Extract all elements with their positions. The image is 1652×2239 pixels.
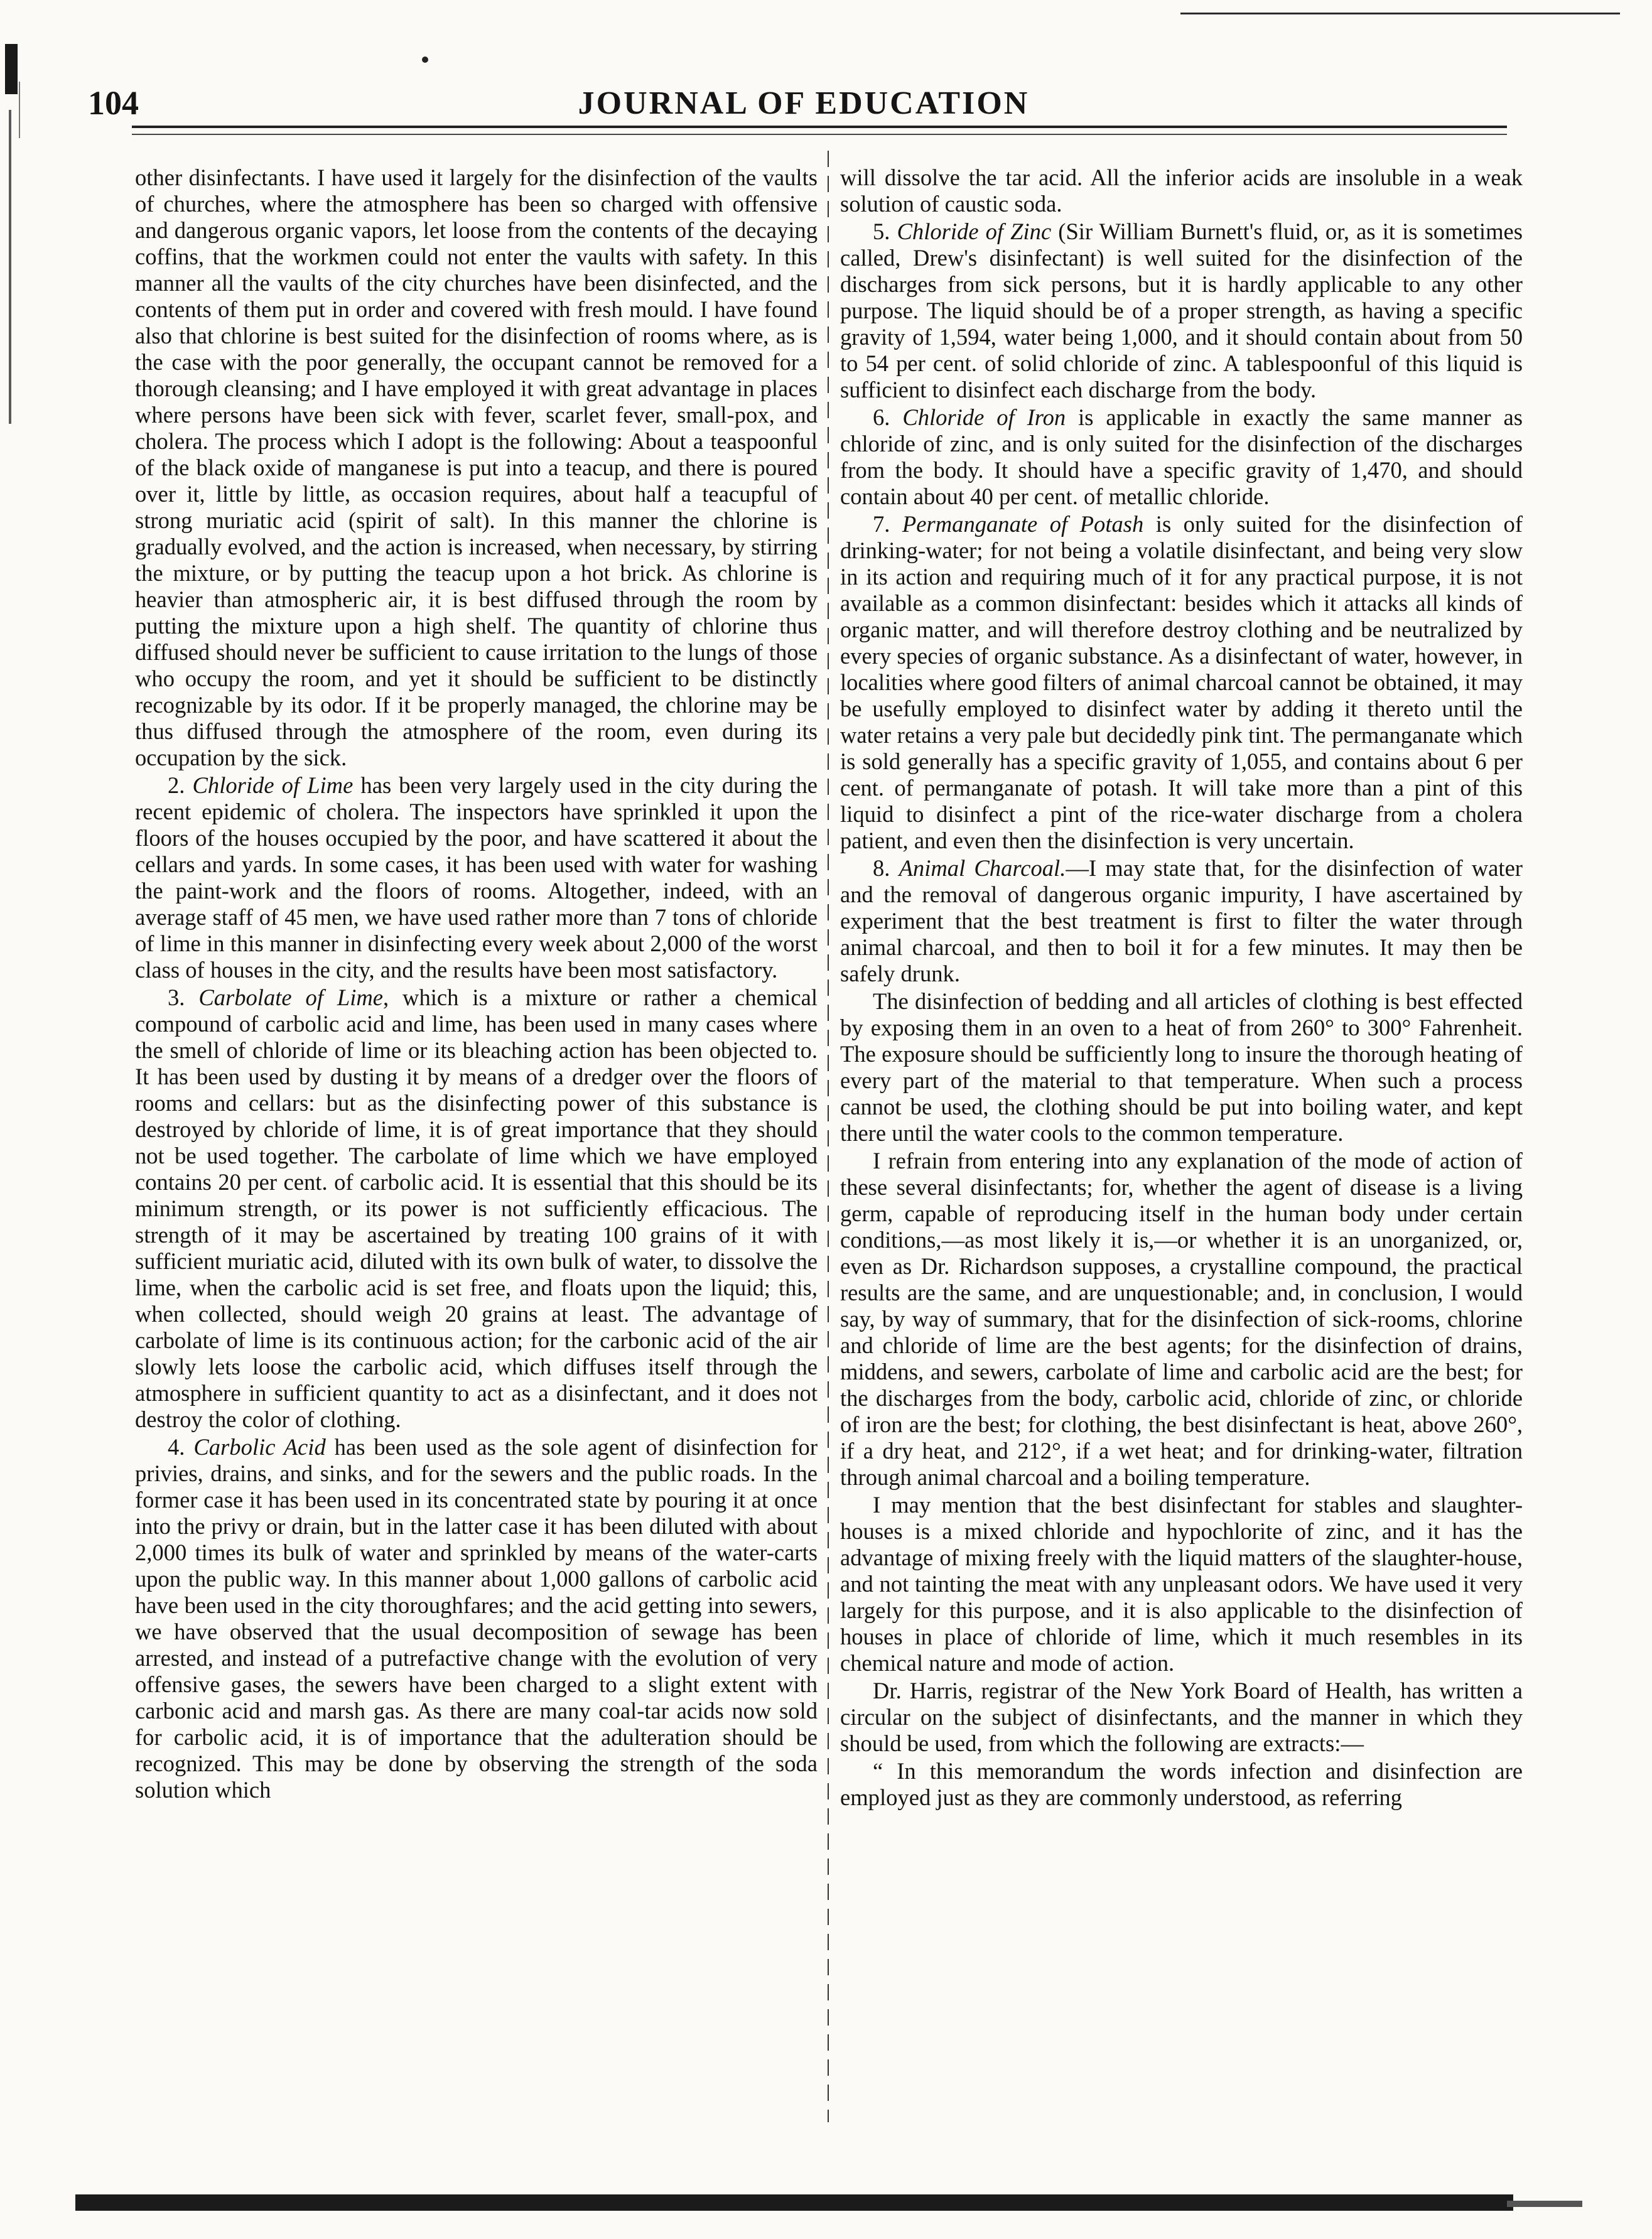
paragraph: other disinfectants. I have used it largely for the disinfection of the vaults of churches, where the atmosphere has been so charged with offensive and dangerous organic vapors, let loose from the contents of the decaying coffins, that the workmen could not enter the vaults with safety. In this manner all the vaults of the city churches have been disinfected, and the contents of them put in order and covered with fresh mould. I have found also that chlorine is best suited for the disinfection of rooms where, as is the case with the poor generally, the occupant cannot be removed for a thorough cleansing; and I have employed it with great advantage in places where persons have been sick with fever, scarlet fever, small-pox, and cholera. The process which I adopt is the following: About a teaspoonful of the black oxide of manganese is put into a teacup, and there is poured over it, little by little, as occasion requires, about half a teacupful of strong muriatic acid (spirit of salt). In this manner the chlorine is gradually evolved, and the action is increased, when necessary, by stirring the mixture, or by putting the teacup upon a hot brick. As chlorine is heavier than atmospheric air, it is best diffused through the room by putting the mixture upon a high shelf. The quantity of chlorine thus diffused should never be sufficient to cause irritation to the lungs of those who occupy the room, and yet it should be sufficient to be distinctly recognizable by its odor. If it be properly managed, the chlorine may be thus diffused through the atmosphere of the room, even during its occupation by the sick. (135, 165, 818, 770)
column-divider (828, 151, 829, 2122)
paragraph: 4. Carbolic Acid has been used as the sole agent of disinfection for privies, drains, and sinks, and for the sewers and the public roads. In the former case it has been used in its concentrated state by pouring it at once into the privy or drain, but in the latter case it has been diluted with about 2,000 times its bulk of water and sprinkled by means of the water-carts upon the public way. In this manner about 1,000 gallons of carbolic acid have been used in the city thoroughfares; and the acid getting into sewers, we have observed that the usual decomposition of sewage has been arrested, and instead of a putrefactive change with the evolution of very offensive gases, the sewers have been charged to a slight extent with carbonic acid and marsh gas. As there are many coal-tar acids now sold for carbolic acid, it is of importance that the adulteration should be recognized. This may be done by observing the strength of the soda solution which (135, 1434, 818, 1803)
left-column (135, 165, 818, 1803)
ink-dot (422, 57, 428, 63)
disinfectant-name: Animal Charcoal. (899, 855, 1066, 881)
disinfectant-name: Chloride of Zinc (897, 219, 1052, 244)
paragraph: 5. Chloride of Zinc (Sir William Burnett's fluid, or, as it is sometimes called, Drew's disinfectant) is well suited for the disinfection of the discharges from sick persons, but it is hardly applicable to any other purpose. The liquid should be of a proper strength, as having a specific gravity of 1,594, water being 1,000, and it should contain about from 50 to 54 per cent. of solid chloride of zinc. A tablespoonful of this liquid is sufficient to disinfect each discharge from the body. (840, 219, 1523, 402)
paragraph: I may mention that the best disinfectant for stables and slaughter-houses is a mixed chloride and hypochlorite of zinc, and it has the advantage of mixing freely with the liquid matters of the slaughter-house, and not tainting the meat with any unpleasant odors. We have used it very largely for this purpose, and it is also applicable to the disinfection of houses in place of chloride of lime, which it much resembles in its chemical nature and mode of action. (840, 1492, 1523, 1676)
left-margin-mark (19, 82, 20, 138)
paragraph: 6. Chloride of Iron is applicable in exactly the same manner as chloride of zinc, and is only suited for the disinfection of the discharges from the body. It should have a specific gravity of 1,470, and should contain about 40 per cent. of metallic chloride. (840, 404, 1523, 509)
header-rule-thin (132, 134, 1507, 135)
disinfectant-name: Chloride of Lime (192, 772, 354, 798)
top-edge-rule (1180, 13, 1620, 14)
running-title: JOURNAL OF EDUCATION (578, 85, 1030, 121)
paragraph: 7. Permanganate of Potash is only suited for the disinfection of drinking-water; for not being a volatile disinfectant, and being very slow in its action and requiring much of it for any practical purpose, it is not available as a common disinfectant: besides which it attacks all kinds of organic matter, and will therefore destroy clothing and be neutralized by every species of organic substance. As a disinfectant of water, however, in localities where good filters of animal charcoal cannot be obtained, it may be usefully employed to disinfect water by adding it thereto until the water retains a very pale but decidedly pink tint. The permanganate which is sold generally has a specific gravity of 1,055, and contains about 6 per cent. of permanganate of potash. It will take more than a pint of this liquid to disinfect a pint of the rice-water discharge from a cholera patient, and even then the disinfection is very uncertain. (840, 511, 1523, 853)
bottom-scan-bar (75, 2194, 1513, 2211)
disinfectant-name: Carbolate of Lime (198, 985, 384, 1010)
page-number: 104 (88, 84, 139, 122)
paragraph: will dissolve the tar acid. All the inferior acids are insoluble in a weak solution of caustic soda. (840, 165, 1523, 217)
paragraph: 8. Animal Charcoal.—I may state that, for the disinfection of water and the removal of dangerous organic impurity, I have ascertained by experiment that the best treatment is first to filter the water through animal charcoal, and then to boil it for a few minutes. It may then be safely drunk. (840, 855, 1523, 986)
disinfectant-name: Chloride of Iron (902, 404, 1066, 430)
left-margin-line (9, 110, 11, 424)
paragraph: 2. Chloride of Lime has been very largely used in the city during the recent epidemic of cholera. The inspectors have sprinkled it upon the floors of the houses occupied by the poor, and have scattered it about the cellars and yards. In some cases, it has been used with water for washing the paint-work and the floors of rooms. Altogether, indeed, with an average staff of 45 men, we have used rather more than 7 tons of chloride of lime in this manner in disinfecting every week about 2,000 of the worst class of houses in the city, and the results have been most satisfactory. (135, 772, 818, 983)
paragraph: Dr. Harris, registrar of the New York Board of Health, has written a circular on the subject of disinfectants, and the manner in which they should be used, from which the following are extracts:— (840, 1678, 1523, 1756)
header-rule (132, 126, 1507, 128)
right-column (840, 165, 1523, 1811)
disinfectant-name: Carbolic Acid (193, 1434, 326, 1460)
paragraph: 3. Carbolate of Lime, which is a mixture or rather a chemical compound of carbolic acid and lime, has been used in many cases where the smell of chloride of lime or its bleaching action has been objected to. It has been used by dusting it by means of a dredger over the floors of rooms and cellars: but as the disinfecting power of this substance is destroyed by chloride of lime, it is of great importance that they should not be used together. The carbolate of lime which we have employed contains 20 per cent. of carbolic acid. It is essential that this should be its minimum strength, or its power is not sufficiently efficacious. The strength of it may be ascertained by treating 100 grains of it with sufficient muriatic acid, diluted with its own bulk of water, to dissolve the lime, when the carbolic acid is set free, and floats upon the liquid; this, when collected, should weigh 20 grains at least. The advantage of carbolate of lime is its continuous action; for the carbonic acid of the air slowly lets loose the carbolic acid, which diffuses itself through the atmosphere in sufficient quantity to act as a disinfectant, and it does not destroy the color of clothing. (135, 985, 818, 1432)
disinfectant-name: Permanganate of Potash (902, 511, 1144, 537)
paragraph: I refrain from entering into any explanation of the mode of action of these several disinfectants; for, whether the agent of disease is a living germ, capable of reproducing itself in the human body under certain conditions,—as most likely it is,—or whether it is an unorganized, or, even as Dr. Richardson supposes, a crystalline compound, the practical results are the same, and are unquestionable; and, in conclusion, I would say, by way of summary, that for the disinfection of sick-rooms, chlorine and chloride of lime are the best agents; for the disinfection of drains, middens, and sewers, carbolate of lime and carbolic acid are the best; for the discharges from the body, carbolic acid, chloride of zinc, or chloride of iron are the best; for clothing, the best disinfectant is heat, above 260°, if a dry heat, and 212°, if a wet heat; and for drinking-water, filtration through animal charcoal and a boiling temperature. (840, 1148, 1523, 1490)
binding-mark (5, 44, 18, 94)
bottom-scan-mark (1507, 2201, 1582, 2207)
paragraph: The disinfection of bedding and all articles of clothing is best effected by exposing them in an oven to a heat of from 260° to 300° Fahrenheit. The exposure should be sufficiently long to insure the thorough heating of every part of the material to that temperature. When such a process cannot be used, the clothing should be put into boiling water, and kept there until the water cools to the common temperature. (840, 988, 1523, 1146)
paragraph: “ In this memorandum the words infection and disinfection are employed just as they are commonly understood, as referring (840, 1758, 1523, 1810)
